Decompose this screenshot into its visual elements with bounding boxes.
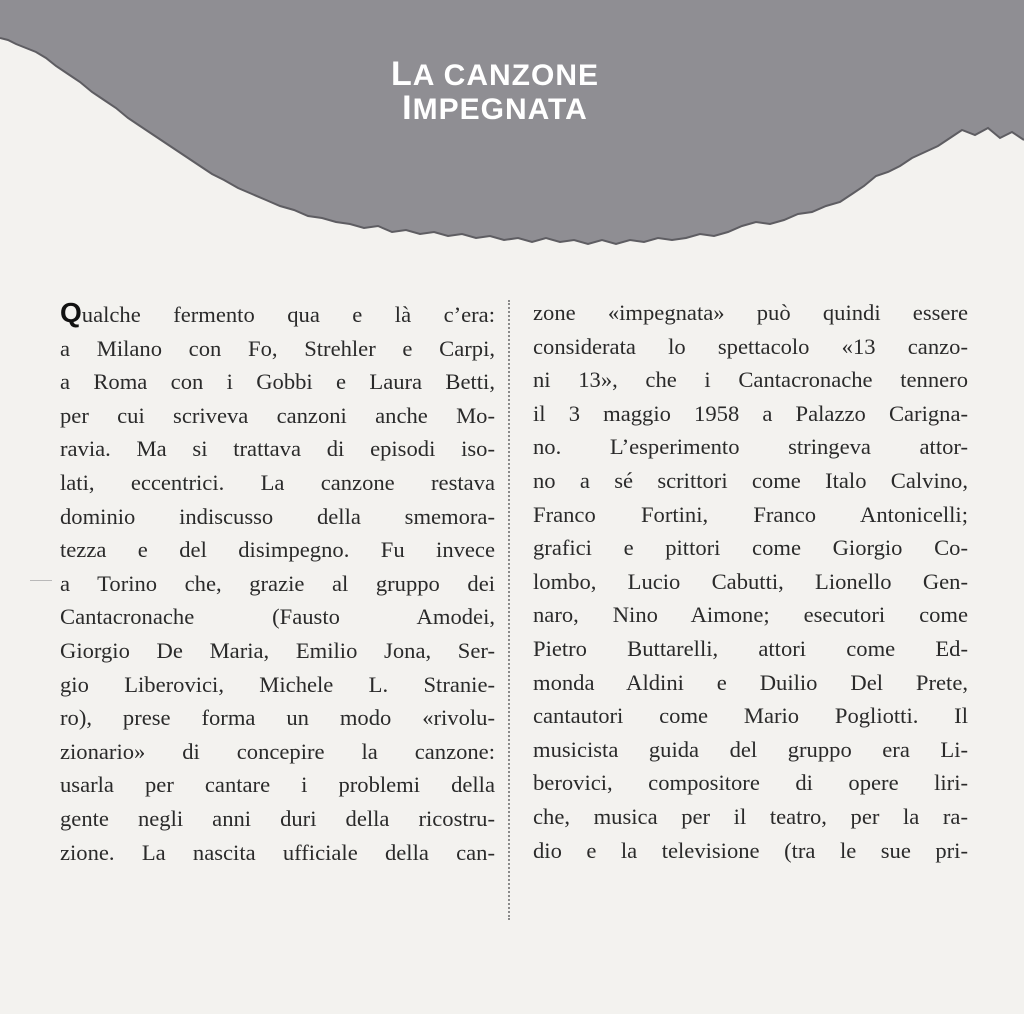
text-line-content: zione. La nascita ufficiale della can- bbox=[60, 839, 495, 865]
page-title bbox=[300, 55, 690, 127]
text-line-content: lati, eccentrici. La canzone restava bbox=[60, 469, 495, 495]
right-column bbox=[533, 296, 968, 867]
text-line bbox=[60, 668, 495, 702]
text-line bbox=[60, 399, 495, 433]
text-line bbox=[60, 802, 495, 836]
text-line bbox=[60, 466, 495, 500]
text-line bbox=[60, 332, 495, 366]
text-line-content: per cui scriveva canzoni anche Mo- bbox=[60, 402, 495, 428]
text-line-content: tezza e del disimpegno. Fu invece bbox=[60, 537, 495, 563]
text-line bbox=[60, 567, 495, 601]
text-line-content: Cantacronache (Fausto Amodei, bbox=[60, 604, 495, 630]
text-line-content: naro, Nino Aimone; esecutori come bbox=[533, 602, 968, 628]
text-line bbox=[533, 632, 968, 666]
text-line-content: lombo, Lucio Cabutti, Lionello Gen- bbox=[533, 568, 968, 594]
text-line bbox=[533, 296, 968, 330]
text-line bbox=[533, 766, 968, 800]
text-line bbox=[533, 699, 968, 733]
text-line bbox=[533, 834, 968, 868]
text-line bbox=[533, 397, 968, 431]
title-line-1: LA CANZONE bbox=[391, 55, 599, 93]
text-line-content: dio e la televisione (tra le sue pri- bbox=[533, 837, 968, 863]
text-line-content: musicista guida del gruppo era Li- bbox=[533, 736, 968, 762]
torn-paper-banner bbox=[0, 0, 1024, 260]
text-line-content: a Roma con i Gobbi e Laura Betti, bbox=[60, 369, 495, 395]
text-line-content: ualche fermento qua e là c’era: bbox=[81, 302, 495, 327]
text-line bbox=[60, 634, 495, 668]
text-line-content: usarla per cantare i problemi della bbox=[60, 772, 495, 798]
text-line bbox=[60, 836, 495, 870]
text-line-content: cantautori come Mario Pogliotti. Il bbox=[533, 703, 968, 729]
text-line-content: zionario» di concepire la canzone: bbox=[60, 738, 495, 764]
text-line bbox=[533, 464, 968, 498]
left-column bbox=[60, 296, 495, 869]
text-line-content: dominio indiscusso della smemora- bbox=[60, 503, 495, 529]
text-line bbox=[60, 735, 495, 769]
text-line-content: no. L’esperimento stringeva attor- bbox=[533, 434, 968, 460]
text-line-content: gente negli anni duri della ricostru- bbox=[60, 805, 495, 831]
text-line bbox=[60, 768, 495, 802]
text-line-content: considerata lo spettacolo «13 canzo- bbox=[533, 333, 968, 359]
text-line-content: zone «impegnata» può quindi essere bbox=[533, 300, 968, 325]
text-line bbox=[60, 432, 495, 466]
text-line-content: Giorgio De Maria, Emilio Jona, Ser- bbox=[60, 637, 495, 663]
text-line-content: a Torino che, grazie al gruppo dei bbox=[60, 570, 495, 596]
text-line bbox=[533, 531, 968, 565]
text-line-content: ro), prese forma un modo «rivolu- bbox=[60, 705, 495, 731]
text-line bbox=[60, 365, 495, 399]
text-line-content: berovici, compositore di opere liri- bbox=[533, 770, 968, 796]
text-line-content: grafici e pittori come Giorgio Co- bbox=[533, 535, 968, 561]
title-line-2: IMPEGNATA bbox=[402, 89, 588, 127]
text-line-content: ni 13», che i Cantacronache tennero bbox=[533, 367, 968, 393]
text-line-content: il 3 maggio 1958 a Palazzo Carigna- bbox=[533, 400, 968, 426]
text-line-content: gio Liberovici, Michele L. Stranie- bbox=[60, 671, 495, 697]
text-line bbox=[60, 600, 495, 634]
text-line bbox=[533, 800, 968, 834]
text-line bbox=[60, 533, 495, 567]
text-line bbox=[60, 296, 495, 332]
text-line-content: Pietro Buttarelli, attori come Ed- bbox=[533, 635, 968, 661]
text-line bbox=[60, 500, 495, 534]
column-divider bbox=[508, 300, 510, 920]
text-line bbox=[533, 363, 968, 397]
text-line-content: monda Aldini e Duilio Del Prete, bbox=[533, 669, 968, 695]
text-line bbox=[533, 666, 968, 700]
drop-cap: Q bbox=[60, 297, 82, 328]
text-line-content: ravia. Ma si trattava di episodi iso- bbox=[60, 436, 495, 462]
text-line bbox=[533, 598, 968, 632]
text-line bbox=[533, 330, 968, 364]
text-line bbox=[60, 701, 495, 735]
text-line-content: che, musica per il teatro, per la ra- bbox=[533, 803, 968, 829]
text-line-content: no a sé scrittori come Italo Calvino, bbox=[533, 467, 968, 493]
text-line-content: Franco Fortini, Franco Antonicelli; bbox=[533, 501, 968, 527]
text-line bbox=[533, 733, 968, 767]
text-line bbox=[533, 430, 968, 464]
text-line bbox=[533, 498, 968, 532]
margin-mark bbox=[30, 580, 52, 581]
text-line-content: a Milano con Fo, Strehler e Carpi, bbox=[60, 335, 495, 361]
text-line bbox=[533, 565, 968, 599]
